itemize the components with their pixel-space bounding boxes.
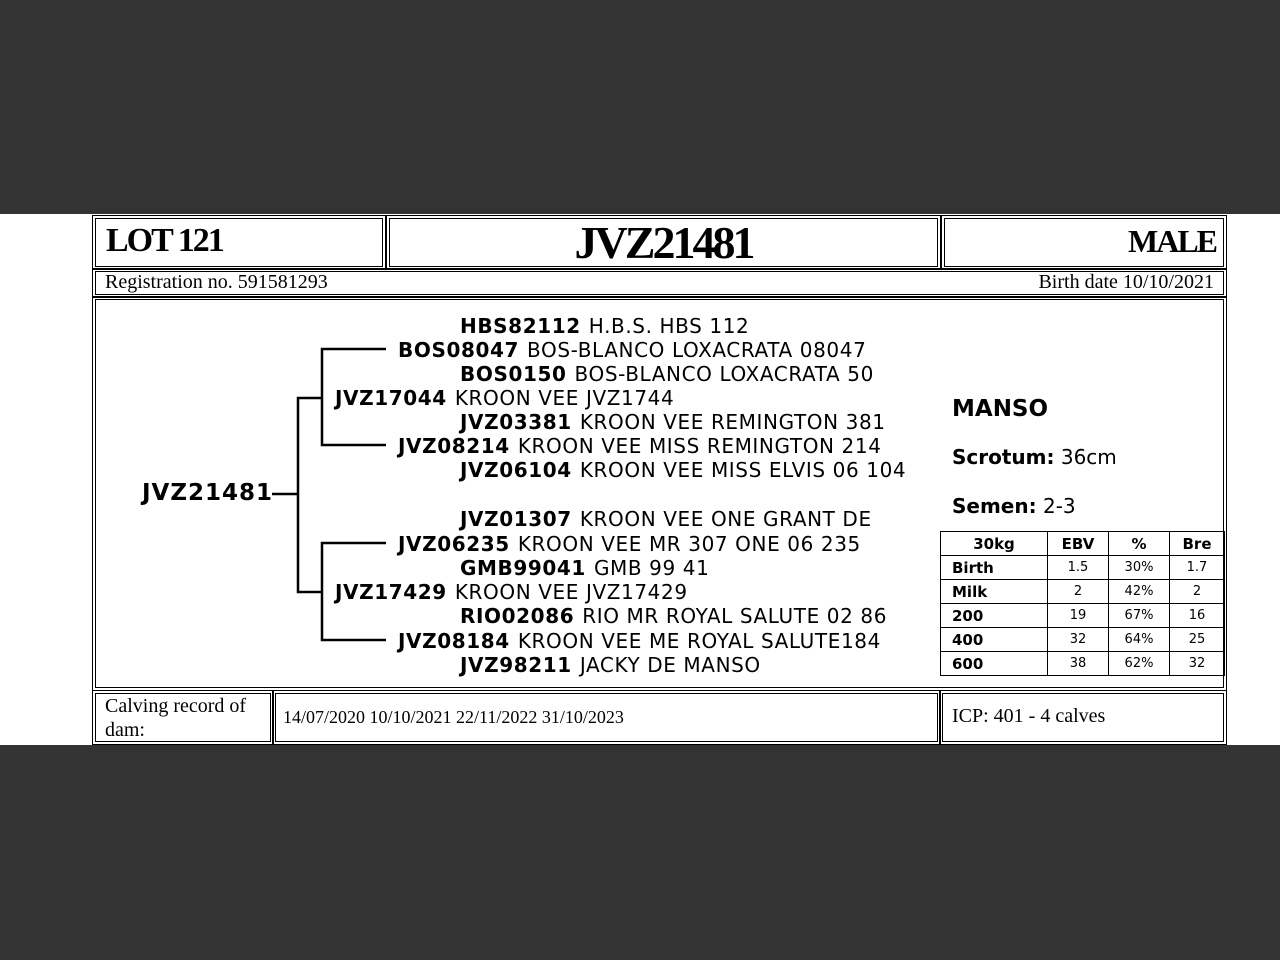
subject-animal-id: JVZ21481 [142,480,274,506]
pedigree-line [335,580,688,604]
pedigree-name: JACKY DE MANSO [579,653,761,677]
breeder-name: MANSO [952,396,1049,422]
pedigree-code: JVZ17044 [335,386,447,410]
pedigree-line [460,314,749,338]
pedigree-name: GMB 99 41 [593,556,710,580]
ebv-cell: 67% [1109,604,1170,628]
pedigree-name: KROON VEE JVZ1744 [454,386,675,410]
scrotum-row [952,445,1117,469]
pedigree-code: BOS0150 [460,362,567,386]
ebv-cell: 32 [1048,628,1109,652]
pedigree-code: JVZ06235 [398,532,510,556]
ebv-cell: 19 [1048,604,1109,628]
birth-date: Birth date 10/10/2021 [1038,271,1214,293]
ebv-cell: 38 [1048,652,1109,676]
pedigree-line [460,604,887,628]
pedigree-line [460,458,906,482]
ebv-header-cell: Bre [1170,532,1225,556]
calving-label: Calving record of dam: [105,695,247,741]
ebv-cell: 42% [1109,580,1170,604]
pedigree-code: JVZ03381 [460,410,572,434]
scrotum-value: 36cm [1060,445,1117,469]
ebv-row-label: 200 [941,604,1048,628]
ebv-cell: 25 [1170,628,1225,652]
semen-value: 2-3 [1042,494,1076,518]
ebv-cell: 64% [1109,628,1170,652]
pedigree-code: JVZ08214 [398,434,510,458]
pedigree-code: JVZ01307 [460,507,572,531]
ebv-row-label: 400 [941,628,1048,652]
scrotum-label: Scrotum: [952,445,1055,469]
calving-dates: 14/07/2020 10/10/2021 22/11/2022 31/10/2023 [283,707,624,727]
pedigree-line [398,434,882,458]
pedigree-line [335,386,674,410]
pedigree-line [460,556,709,580]
ebv-row [941,580,1225,604]
pedigree-name: KROON VEE JVZ17429 [454,580,688,604]
pedigree-line [398,338,866,362]
pedigree-line [460,410,886,434]
pedigree-code: BOS08047 [398,338,520,362]
ebv-cell: 30% [1109,556,1170,580]
pedigree-name: BOS-BLANCO LOXACRATA 50 [574,362,874,386]
ebv-cell: 1.5 [1048,556,1109,580]
pedigree-name: H.B.S. HBS 112 [588,314,750,338]
ebv-table [940,531,1225,676]
pedigree-code: JVZ08184 [398,629,510,653]
ebv-row-label: Milk [941,580,1048,604]
pedigree-name: KROON VEE MR 307 ONE 06 235 [517,532,861,556]
pedigree-code: GMB99041 [460,556,586,580]
semen-row [952,494,1076,518]
pedigree-line [398,629,881,653]
pedigree-code: HBS82112 [460,314,581,338]
pedigree-code: JVZ98211 [460,653,572,677]
ebv-row-label: Birth [941,556,1048,580]
pedigree-line [398,532,861,556]
ebv-row-label: 600 [941,652,1048,676]
pedigree-code: RIO02086 [460,604,575,628]
pedigree-code: JVZ06104 [460,458,572,482]
ebv-cell: 62% [1109,652,1170,676]
ebv-cell: 2 [1170,580,1225,604]
pedigree-name: BOS-BLANCO LOXACRATA 08047 [527,338,867,362]
ebv-cell: 1.7 [1170,556,1225,580]
pedigree-code: JVZ17429 [335,580,447,604]
ebv-row [941,556,1225,580]
lot-number: LOT 121 [106,222,223,259]
sex-label: MALE [1128,223,1216,259]
pedigree-name: KROON VEE MISS ELVIS 06 104 [579,458,907,482]
pedigree-name: KROON VEE MISS REMINGTON 214 [517,434,882,458]
pedigree-name: KROON VEE ME ROYAL SALUTE184 [517,629,881,653]
ebv-row [941,604,1225,628]
ebv-row [941,628,1225,652]
registration-number: Registration no. 591581293 [105,271,328,293]
ebv-cell: 32 [1170,652,1225,676]
pedigree-name: RIO MR ROYAL SALUTE 02 86 [582,604,888,628]
pedigree-line [460,507,872,531]
pedigree-line [460,653,761,677]
ebv-cell: 2 [1048,580,1109,604]
ebv-header-row [941,532,1225,556]
ebv-cell: 16 [1170,604,1225,628]
pedigree-line [460,362,874,386]
ebv-row [941,652,1225,676]
pedigree-name: KROON VEE REMINGTON 381 [579,410,886,434]
animal-id-title: JVZ21481 [574,217,753,268]
pedigree-name: KROON VEE ONE GRANT DE [579,507,872,531]
icp-value: ICP: 401 - 4 calves [952,705,1106,727]
ebv-header-cell: 30kg [941,532,1048,556]
semen-label: Semen: [952,494,1037,518]
ebv-header-cell: % [1109,532,1170,556]
ebv-header-cell: EBV [1048,532,1109,556]
